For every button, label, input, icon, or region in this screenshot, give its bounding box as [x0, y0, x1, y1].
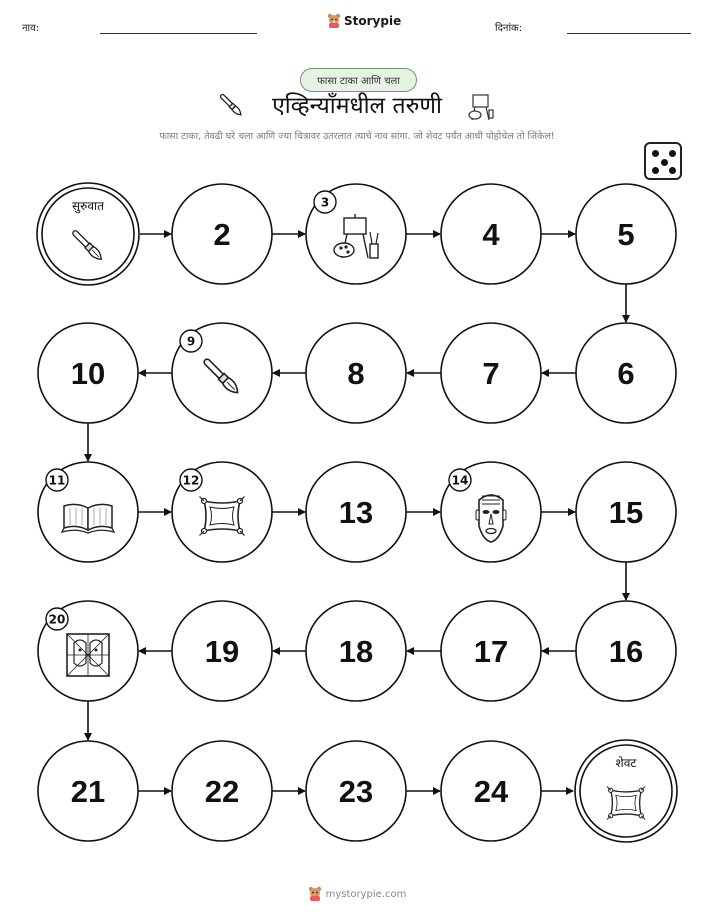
space-number: 5 — [617, 217, 635, 252]
board-space-3[interactable] — [306, 184, 406, 284]
space-number: 15 — [608, 495, 644, 530]
space-number: 23 — [338, 774, 374, 809]
board-space-14[interactable] — [441, 462, 541, 562]
space-number: 14 — [451, 473, 469, 488]
board-space-23[interactable] — [306, 741, 406, 841]
board-space-5[interactable] — [576, 184, 676, 284]
brand-name: Storypie — [344, 14, 402, 28]
board-space-18[interactable] — [306, 601, 406, 701]
space-number: 24 — [473, 774, 509, 809]
board-space-8[interactable] — [306, 323, 406, 423]
canvas-frame-icon — [200, 497, 245, 536]
space-number: 21 — [70, 774, 106, 809]
board-space-4[interactable] — [441, 184, 541, 284]
board-space-13[interactable] — [306, 462, 406, 562]
board-space-24[interactable] — [441, 741, 541, 841]
space-number: 7 — [482, 356, 500, 391]
space-number: 9 — [186, 334, 196, 349]
board-space-19[interactable] — [172, 601, 272, 701]
end-space[interactable] — [575, 740, 677, 842]
footer-site[interactable]: mystorypie.com — [325, 888, 407, 900]
start-label: सुरुवात — [72, 199, 104, 213]
board-space-21[interactable] — [38, 741, 138, 841]
board-space-9[interactable] — [172, 323, 272, 423]
space-number: 6 — [617, 356, 635, 391]
board-space-16[interactable] — [576, 601, 676, 701]
space-number: 12 — [182, 473, 200, 488]
name-label: नाव: — [22, 23, 40, 34]
cubist-faces-icon — [67, 634, 109, 676]
space-number: 16 — [608, 634, 644, 669]
instructions: फासा टाका, तेवढी घरे चला आणि ज्या चित्रावर उतरलात त्याचे नाव सांगा. जो शेवट पर्यंत आधी पोहोचेल तो जिंकेल! — [159, 131, 555, 142]
date-label: दिनांक: — [495, 23, 523, 34]
game-type-badge: फासा टाका आणि चला — [300, 68, 417, 92]
board-space-22[interactable] — [172, 741, 272, 841]
bear-mascot-icon — [308, 886, 322, 902]
start-space[interactable] — [37, 183, 139, 285]
board-space-20[interactable] — [38, 601, 138, 701]
canvas-frame-icon — [607, 786, 645, 819]
end-label: शेवट — [615, 756, 637, 770]
space-number: 10 — [70, 356, 106, 391]
page-title: एव्हिन्यॉंमधील तरुणी — [272, 93, 442, 119]
space-number: 19 — [204, 634, 240, 669]
board-space-10[interactable] — [38, 323, 138, 423]
board-space-2[interactable] — [172, 184, 272, 284]
space-number: 13 — [338, 495, 374, 530]
space-number: 4 — [482, 217, 500, 252]
footer — [0, 886, 714, 902]
board-space-6[interactable] — [576, 323, 676, 423]
space-number: 3 — [320, 195, 330, 210]
space-number: 20 — [48, 612, 66, 627]
space-number: 17 — [473, 634, 509, 669]
board-space-11[interactable] — [38, 462, 138, 562]
space-number: 22 — [204, 774, 240, 809]
board-space-12[interactable] — [172, 462, 272, 562]
board-space-15[interactable] — [576, 462, 676, 562]
board-space-17[interactable] — [441, 601, 541, 701]
space-number: 8 — [347, 356, 365, 391]
space-number: 2 — [213, 217, 231, 252]
space-number: 11 — [48, 473, 66, 488]
board-space-7[interactable] — [441, 323, 541, 423]
space-number: 18 — [338, 634, 374, 669]
